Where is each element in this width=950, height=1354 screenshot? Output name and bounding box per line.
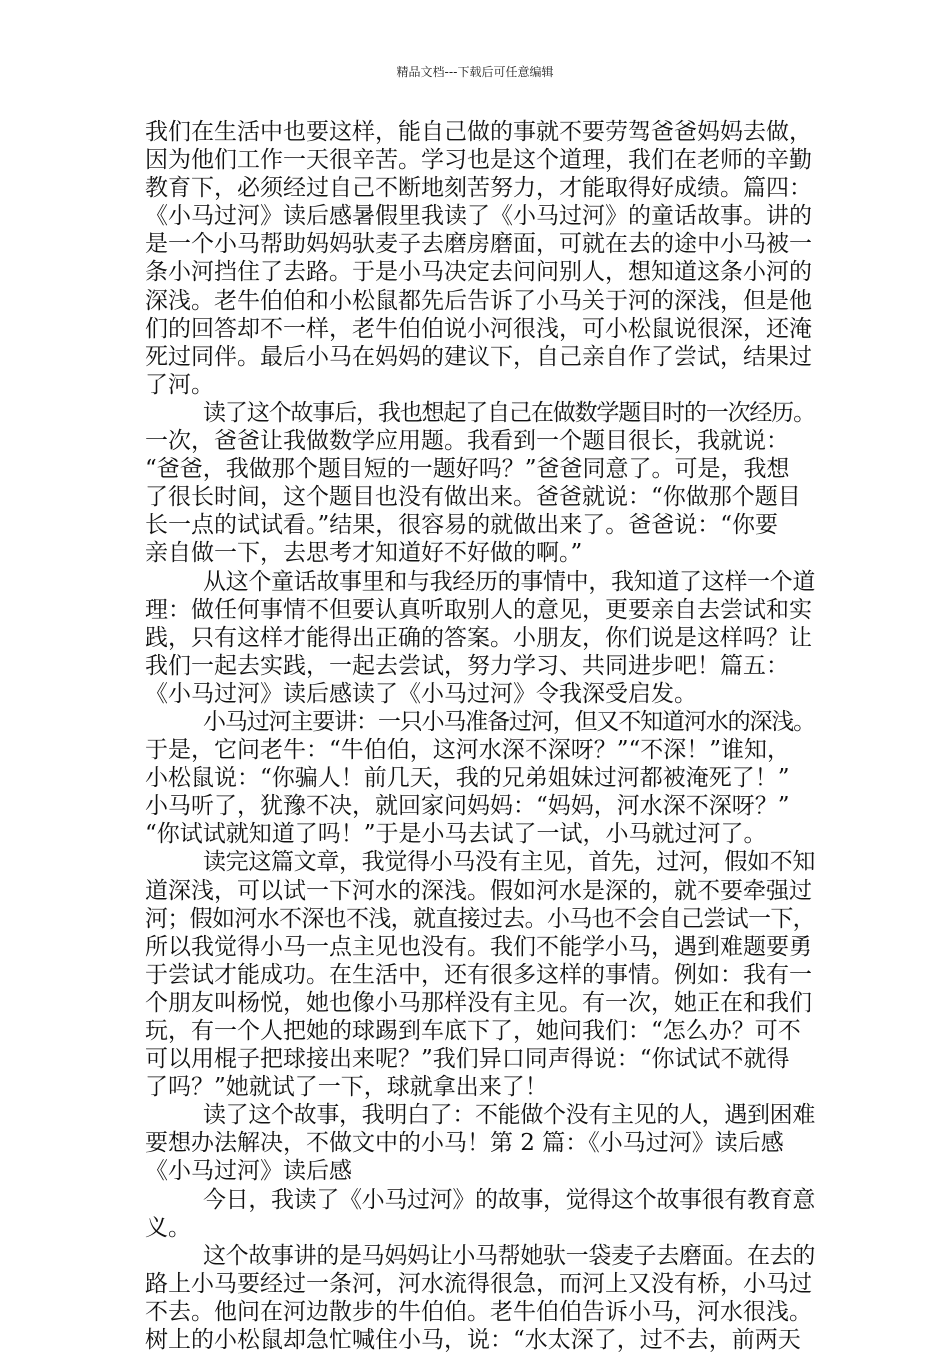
text-line: 我们一起去实践，一起去尝试，努力学习、共同进步吧！篇五： [145, 652, 789, 679]
text-line: 我们在生活中也要这样，能自己做的事就不要劳驾爸爸妈妈去做， [145, 119, 812, 145]
text-line: 《小马过河》读后感读了《小马过河》令我深受启发。 [145, 680, 697, 707]
text-line: 理：做任何事情不但要认真听取别人的意见，更要亲自去尝试和实 [145, 596, 812, 623]
text-line: 道深浅，可以试一下河水的深浅。假如河水是深的，就不要牵强过 [145, 877, 812, 904]
text-line: 小松鼠说：“你骗人！前几天，我的兄弟姐妹过河都被淹死了！” [145, 765, 790, 792]
text-line: 一次，爸爸让我做数学应用题。我看到一个题目很长，我就说： [145, 428, 789, 455]
text-line: 所以我觉得小马一点主见也没有。我们不能学小马，遇到难题要勇 [145, 933, 812, 960]
text-line: 了河。 [145, 371, 214, 398]
text-line: 因为他们工作一天很辛苦。学习也是这个道理，我们在老师的辛勤 [145, 147, 812, 174]
document-body [145, 118, 815, 1354]
text-line: 读了这个故事，我明白了：不能做个没有主见的人，遇到困难 [203, 1102, 816, 1129]
text-line: 于是，它问老牛：“牛伯伯，这河水深不深呀？”“不深！”谁知， [145, 737, 791, 764]
text-line: 河；假如河水不深也不浅，就直接过去。小马也不会自己尝试一下， [145, 905, 816, 932]
text-line: 是一个小马帮助妈妈驮麦子去磨房磨面，可就在去的途中小马被一 [145, 231, 812, 258]
text-line: 可以用棍子把球接出来呢？”我们异口同声得说：“你试试不就得 [145, 1046, 790, 1073]
text-line: 《小马过河》读后感暑假里我读了《小马过河》的童话故事。讲的 [145, 203, 812, 230]
page-header: 精品文档---下载后可任意编辑 [396, 65, 554, 79]
text-line: 玩，有一个人把她的球踢到车底下了，她问我们：“怎么办？可不 [145, 1018, 801, 1044]
text-line: 个朋友叫杨悦，她也像小马那样没有主见。有一次，她正在和我们 [145, 989, 812, 1016]
text-line: 小马听了，犹豫不决，就回家问妈妈：“妈妈，河水深不深呀？” [145, 793, 790, 820]
text-line: 读完这篇文章，我觉得小马没有主见，首先，过河，假如不知 [203, 849, 816, 876]
text-line: 于尝试才能成功。在生活中，还有很多这样的事情。例如：我有一 [145, 961, 812, 988]
text-line: “爸爸，我做那个题目短的一题好吗？”爸爸同意了。可是，我想 [145, 456, 790, 483]
text-line: 小马过河主要讲：一只小马准备过河，但又不知道河水的深浅。 [203, 708, 816, 735]
text-line: 义。 [145, 1214, 191, 1241]
text-line: 死过同伴。最后小马在妈妈的建议下，自己亲自作了尝试，结果过 [145, 343, 812, 370]
text-line: 亲自做一下，去思考才知道好不好做的啊。” [145, 540, 583, 567]
text-line: 深浅。老牛伯伯和小松鼠都先后告诉了小马关于河的深浅，但是他 [145, 287, 812, 314]
text-line: 读了这个故事后，我也想起了自己在做数学题目时的一次经历。 [203, 399, 816, 426]
text-line: 践，只有这样才能得出正确的答案。小朋友，你们说是这样吗？让 [145, 624, 812, 651]
text-line: 长一点的试试看。”结果，很容易的就做出来了。爸爸说：“你要 [145, 512, 779, 539]
text-line: 不去。他问在河边散步的牛伯伯。老牛伯伯告诉小马，河水很浅。 [145, 1298, 812, 1325]
text-line: 今日，我读了《小马过河》的故事，觉得这个故事很有教育意 [203, 1186, 816, 1213]
text-line: 这个故事讲的是马妈妈让小马帮她驮一袋麦子去磨面。在去的 [203, 1242, 816, 1269]
text-line: “你试试就知道了吗！”于是小马去试了一试，小马就过河了。 [145, 821, 767, 848]
text-line: 要想办法解决，不做文中的小马！第 2 篇：《小马过河》读后感 [145, 1130, 784, 1157]
text-line: 了吗？”她就试了一下，球就拿出来了！ [145, 1074, 548, 1101]
text-line: 《小马过河》读后感 [145, 1158, 352, 1185]
text-line: 从这个童话故事里和与我经历的事情中，我知道了这样一个道 [203, 568, 816, 595]
text-line: 树上的小松鼠却急忙喊住小马，说：“水太深了，过不去，前两天 [145, 1327, 801, 1354]
text-line: 们的回答却不一样，老牛伯伯说小河很浅，可小松鼠说很深，还淹 [145, 315, 812, 342]
text-line: 教育下，必须经过自己不断地刻苦努力，才能取得好成绩。篇四： [145, 175, 812, 202]
text-line: 条小河挡住了去路。于是小马决定去问问别人，想知道这条小河的 [145, 259, 812, 286]
text-line: 了很长时间，这个题目也没有做出来。爸爸就说：“你做那个题目 [145, 484, 801, 511]
text-line: 路上小马要经过一条河，河水流得很急，而河上又没有桥，小马过 [145, 1270, 812, 1297]
